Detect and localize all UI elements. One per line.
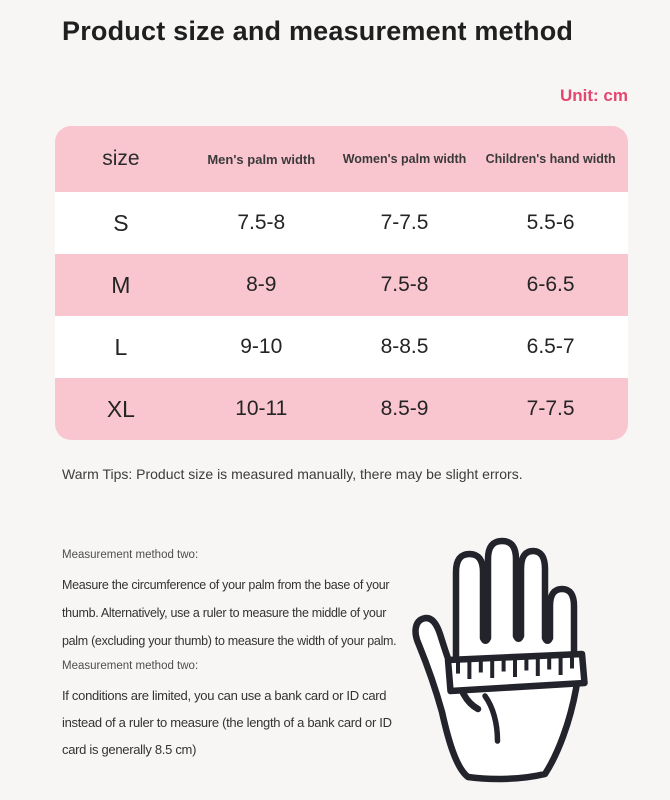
cell-size-label: S	[113, 209, 129, 236]
unit-label: Unit: cm	[560, 86, 628, 105]
cell-women-value: 7-7.5	[380, 211, 429, 234]
table-row-m	[55, 254, 628, 316]
header-cell-women: Women's palm width	[342, 152, 467, 166]
measurement-section-1-text: Measure the circumference of your palm from the base of your thumb. Alternatively, use a ruler to measure the middle of your palm (excluding your thumb) to measure the width of your palm.	[62, 578, 397, 648]
measurement-section-1-label: Measurement method two:	[62, 549, 199, 561]
cell-women-value: 8-8.5	[380, 335, 429, 358]
cell-men-value: 9-10	[240, 335, 283, 358]
cell-women-value: 7.5-8	[380, 273, 429, 296]
page-title: Product size and measurement method	[62, 16, 574, 46]
header-cell-size: size	[102, 147, 140, 170]
cell-children-value: 5.5-6	[526, 211, 575, 234]
cell-men-value: 8-9	[246, 273, 277, 296]
cell-size-label: XL	[106, 395, 135, 422]
measurement-section-2-label: Measurement method two:	[62, 660, 199, 672]
cell-children-value: 6-6.5	[526, 273, 575, 296]
cell-women-value: 8.5-9	[380, 397, 429, 420]
cell-children-value: 6.5-7	[526, 335, 575, 358]
header-cell-men: Men's palm width	[207, 151, 316, 167]
cell-size-label: M	[111, 271, 131, 298]
table-row-l	[55, 316, 628, 378]
cell-men-value: 7.5-8	[237, 211, 286, 234]
size-table	[55, 126, 628, 440]
table-header-row	[55, 126, 628, 192]
warm-tips-text: Warm Tips: Product size is measured manually, there may be slight errors.	[62, 466, 523, 482]
table-row-s	[55, 192, 628, 254]
measurement-section-2-text: If conditions are limited, you can use a bank card or ID card instead of a ruler to measure (the length of a bank card or ID card is generally 8.5 cm)	[62, 688, 392, 757]
cell-children-value: 7-7.5	[526, 397, 575, 420]
table-row-xl	[55, 378, 628, 440]
cell-men-value: 10-11	[235, 397, 288, 420]
hand-with-ruler-icon	[398, 526, 670, 800]
header-cell-children: Children's hand width	[485, 152, 616, 166]
cell-size-label: L	[114, 333, 128, 360]
